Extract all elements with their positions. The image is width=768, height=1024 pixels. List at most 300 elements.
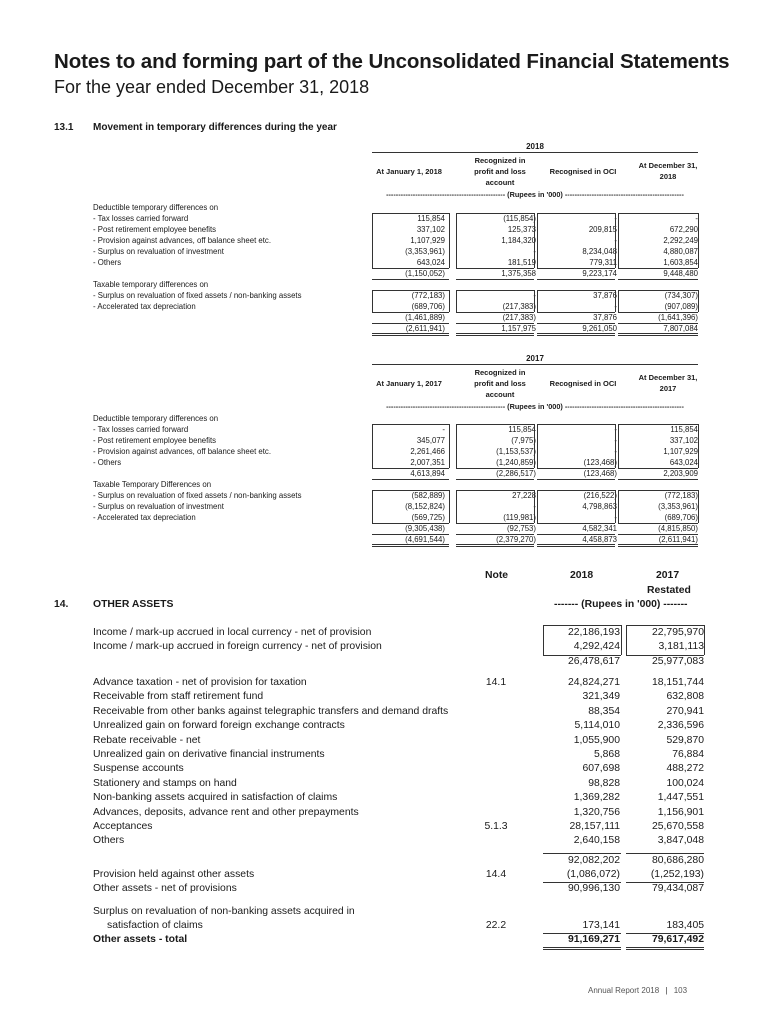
cell-value: 125,373 (507, 225, 536, 234)
value-2017: 183,405 (666, 920, 704, 931)
section-14-number: 14. (54, 599, 69, 610)
rule (372, 335, 449, 336)
rupees-label: ------- (Rupees in '000) ------- (554, 599, 688, 610)
row-label: Income / mark-up accrued in local currency - net of provision (93, 627, 372, 638)
cell-value: (734,307) (664, 291, 698, 300)
column-header: account (485, 389, 515, 399)
cell-value: 345,077 (416, 436, 445, 445)
rule (372, 213, 373, 268)
rule (615, 213, 616, 268)
rule (618, 333, 698, 334)
value-2018: 24,824,271 (567, 677, 620, 688)
rule (698, 424, 699, 468)
cell-value: 27,228 (512, 491, 536, 500)
group-label (0, 202, 768, 213)
table-row (0, 748, 768, 762)
cell-value: (569,725) (411, 513, 445, 522)
cell-value: - (614, 236, 617, 245)
cell-value: (2,611,941) (658, 535, 698, 544)
rule (372, 468, 449, 469)
row-label: Receivable from other banks against telegraphic transfers and demand drafts (93, 705, 449, 717)
rule (456, 279, 534, 280)
value-2018: 90,996,130 (567, 883, 620, 894)
column-header: At December 31, (638, 161, 698, 170)
value-2018: 321,349 (582, 691, 620, 703)
rule (456, 213, 534, 214)
row-label: - Surplus on revaluation of investment (93, 247, 224, 256)
rule (618, 312, 698, 313)
row-label: Unrealized gain on derivative financial instruments (93, 749, 325, 760)
row-label: - Tax losses carried forward (93, 214, 189, 223)
value-2018: 98,828 (588, 777, 620, 789)
cell-value: (2,379,270) (496, 535, 536, 544)
rule (534, 213, 535, 268)
rule (618, 335, 698, 336)
rule (456, 213, 457, 268)
rule (618, 290, 698, 291)
rule (372, 290, 373, 312)
note-column-header: Note (485, 570, 509, 581)
table-row (0, 235, 768, 246)
rule (456, 479, 534, 480)
rule (537, 290, 538, 312)
cell-value: (1,150,052) (405, 269, 445, 278)
value-2017: 25,977,083 (651, 656, 704, 667)
rule (372, 424, 449, 425)
cell-value: 4,458,873 (582, 535, 617, 544)
rule (372, 323, 449, 324)
note-ref: 22.2 (485, 920, 507, 931)
cell-value: (907,089) (664, 302, 698, 311)
rule (626, 949, 704, 950)
cell-value: (8,152,824) (405, 502, 445, 511)
cell-value: - (614, 436, 617, 445)
report-name: Annual Report 2018 (588, 986, 660, 995)
rule (537, 544, 615, 545)
value-2017: 1,447,551 (657, 792, 704, 804)
rule (626, 655, 704, 656)
cell-value: (4,691,544) (405, 535, 445, 544)
cell-value: 4,880,087 (663, 247, 698, 256)
rule (618, 290, 619, 312)
table-year: 2017 (526, 354, 544, 363)
rule (618, 323, 698, 324)
col-2018-header: 2018 (570, 570, 594, 581)
rule (537, 290, 615, 291)
cell-value: (1,240,859) (496, 458, 536, 467)
row-label: - Accelerated tax depreciation (93, 302, 196, 311)
column-header: Recognized in (474, 155, 526, 165)
cell-value: 115,854 (670, 425, 698, 434)
subtotal-row (0, 468, 768, 479)
rule (618, 479, 698, 480)
rule (372, 490, 449, 491)
cell-value: 1,107,929 (410, 236, 445, 245)
deductible-label: Deductible temporary differences on (93, 414, 219, 423)
row-label: Stationery and stamps on hand (93, 777, 237, 789)
column-header: At January 1, 2017 (376, 378, 442, 388)
column-header: account (485, 177, 515, 187)
column-header: profit and loss (474, 378, 526, 388)
table-row (0, 213, 768, 224)
cell-value: - (442, 425, 445, 434)
row-label: Receivable from staff retirement fund (93, 691, 264, 703)
value-2017: 79,617,492 (651, 934, 704, 945)
row-label: satisfaction of claims (107, 920, 203, 931)
value-2018: 1,320,756 (573, 806, 620, 818)
rule (449, 424, 450, 468)
rule (372, 268, 449, 269)
rupees-label: ------------------------------------------------- (Rupees in '000) ------------------------------------------------- (386, 402, 684, 411)
value-2017: 488,272 (666, 763, 704, 775)
rule (543, 625, 621, 626)
rule (534, 490, 535, 523)
table-row (0, 919, 768, 933)
value-2018: 2,640,158 (573, 835, 620, 847)
cell-value: - (614, 425, 617, 434)
row-label: - Surplus on revaluation of investment (93, 502, 224, 511)
subtotal-row (0, 854, 768, 868)
cell-value: (217,383) (502, 313, 536, 322)
row-label: Advances, deposits, advance rent and other prepayments (93, 806, 359, 818)
table-row (0, 777, 768, 791)
column-header: Recognised in OCI (549, 166, 617, 176)
rule (456, 534, 534, 535)
table-row (0, 626, 768, 640)
section-14-heading: OTHER ASSETS (93, 599, 174, 610)
value-2018: 26,478,617 (567, 656, 620, 667)
rule (537, 424, 615, 425)
rule (372, 424, 373, 468)
rule (537, 333, 615, 334)
cell-value: - (614, 302, 617, 311)
cell-value: (1,153,537) (496, 447, 536, 456)
value-2018: 22,186,193 (567, 627, 620, 638)
cell-value: 2,292,249 (663, 236, 698, 245)
rule (456, 312, 534, 313)
cell-value: 337,102 (416, 225, 445, 234)
row-label: - Provision against advances, off balance sheet etc. (93, 447, 271, 456)
value-2018: 88,354 (588, 705, 620, 717)
cell-value: 9,223,174 (582, 269, 617, 278)
value-2017: 22,795,970 (651, 627, 704, 638)
cell-value: (3,353,961) (658, 502, 698, 511)
column-header: profit and loss (474, 166, 526, 176)
value-2017: 1,156,901 (657, 806, 704, 818)
row-label: Other assets - total (93, 934, 188, 945)
rule (537, 490, 615, 491)
table-row (0, 290, 768, 301)
rule (372, 213, 449, 214)
rule (537, 479, 615, 480)
rule (626, 625, 704, 626)
value-2018: 91,169,271 (567, 934, 620, 945)
col-2017-header: 2017 (656, 570, 680, 581)
rule (618, 424, 619, 468)
group-label (0, 479, 768, 490)
cell-value: 37,876 (593, 313, 617, 322)
cell-value: - (533, 247, 536, 256)
cell-value: (1,461,889) (405, 313, 445, 322)
cell-value: 1,603,854 (663, 258, 698, 267)
section-number: 13.1 (54, 122, 74, 133)
rule (372, 290, 449, 291)
rule (618, 546, 698, 547)
rule (456, 335, 534, 336)
value-2017: 25,670,558 (651, 821, 704, 832)
row-label: Advance taxation - net of provision for taxation (93, 677, 307, 688)
rule (626, 625, 627, 655)
rule (449, 213, 450, 268)
rule (537, 335, 615, 336)
group-label (0, 413, 768, 424)
row-label: Suspense accounts (93, 763, 184, 775)
value-2018: 5,114,010 (574, 720, 620, 732)
cell-value: 1,375,358 (501, 269, 536, 278)
rule (372, 279, 449, 280)
rule (449, 490, 450, 523)
rule (618, 268, 698, 269)
rule (615, 424, 616, 468)
rule (537, 213, 615, 214)
table-row (0, 640, 768, 654)
value-2018: 1,369,282 (573, 792, 620, 804)
total-row (0, 933, 768, 947)
cell-value: 209,815 (588, 225, 617, 234)
value-2018: 173,141 (582, 920, 620, 931)
rule (618, 424, 698, 425)
cell-value: 643,024 (669, 458, 698, 467)
column-header: Recognized in (474, 367, 526, 377)
row-label: Others (93, 835, 125, 847)
rule (372, 546, 449, 547)
rule (615, 290, 616, 312)
table-row (0, 490, 768, 501)
value-2017: (1,252,193) (650, 869, 704, 880)
table-row (0, 224, 768, 235)
cell-value: 115,854 (417, 214, 445, 223)
rule (372, 490, 373, 523)
column-header: At January 1, 2018 (376, 166, 442, 176)
cell-value: (2,611,941) (405, 324, 445, 333)
cell-value: 672,290 (669, 225, 698, 234)
cell-value: (123,468) (583, 469, 617, 478)
cell-value: 337,102 (669, 436, 698, 445)
rule (534, 424, 535, 468)
table-row (0, 446, 768, 457)
table-row (0, 301, 768, 312)
rule (372, 544, 449, 545)
row-label: Income / mark-up accrued in foreign currency - net of provision (93, 641, 382, 652)
cell-value: (689,706) (411, 302, 445, 311)
row-label: - Tax losses carried forward (93, 425, 189, 434)
cell-value: 2,203,909 (663, 469, 698, 478)
cell-value: (772,183) (411, 291, 445, 300)
cell-value: - (614, 513, 617, 522)
column-header: 2018 (659, 172, 677, 181)
cell-value: 8,234,048 (582, 247, 617, 256)
rule (456, 333, 534, 334)
value-2017: 2,336,596 (657, 720, 704, 732)
rule (537, 424, 538, 468)
value-2017: 18,151,744 (651, 677, 704, 688)
row-label: Unrealized gain on forward foreign exchange contracts (93, 720, 345, 732)
rule (456, 424, 457, 468)
row-label: - Surplus on revaluation of fixed assets / non-banking assets (93, 491, 302, 500)
table-row (0, 719, 768, 733)
rule (372, 534, 449, 535)
cell-value: (7,975) (511, 436, 536, 445)
rule (698, 213, 699, 268)
table-row (0, 501, 768, 512)
year-rule (372, 364, 698, 365)
cell-value: 1,184,320 (501, 236, 536, 245)
rule (456, 290, 534, 291)
table-row (0, 246, 768, 257)
cell-value: (9,305,438) (405, 524, 445, 533)
rule (543, 655, 621, 656)
rule (456, 490, 534, 491)
row-label: Acceptances (93, 821, 153, 832)
cell-value: 9,261,050 (582, 324, 617, 333)
row-label: Non-banking assets acquired in satisfaction of claims (93, 792, 338, 804)
subtotal-row (0, 268, 768, 279)
note-ref: 14.4 (485, 869, 507, 880)
rule (372, 333, 449, 334)
value-2017: 80,686,280 (651, 855, 704, 866)
table-row (0, 868, 768, 882)
rule (543, 947, 621, 948)
row-label: - Surplus on revaluation of fixed assets / non-banking assets (93, 291, 302, 300)
cell-value: (2,286,517) (496, 469, 536, 478)
group-label (0, 279, 768, 290)
row-label: - Others (93, 458, 122, 467)
col-2017-restated: Restated (647, 585, 691, 596)
cell-value: 643,024 (416, 258, 445, 267)
rule (449, 290, 450, 312)
note-ref: 5.1.3 (484, 821, 508, 832)
value-2017: 529,870 (666, 734, 704, 746)
cell-value: (582,889) (411, 491, 445, 500)
table-row (0, 734, 768, 748)
year-rule (372, 152, 698, 153)
value-2018: 4,292,424 (573, 641, 620, 652)
row-label: Other assets - net of provisions (93, 883, 237, 894)
page-footer: Annual Report 2018 | 103 (588, 986, 688, 995)
rule (456, 268, 534, 269)
cell-value: - (614, 447, 617, 456)
cell-value: - (614, 214, 617, 223)
column-header: 2017 (659, 384, 677, 393)
taxable-label: Taxable temporary differences on (93, 280, 209, 289)
table-row (0, 457, 768, 468)
rule (537, 490, 538, 523)
taxable-label: Taxable Temporary Differences on (93, 480, 212, 489)
cell-value: 2,261,466 (410, 447, 445, 456)
subtotal-row (0, 312, 768, 323)
cell-value: (1,641,396) (658, 313, 698, 322)
rule (537, 546, 615, 547)
cell-value: 115,854 (508, 425, 536, 434)
cell-value: (119,981) (503, 513, 536, 522)
cell-value: 4,582,341 (582, 524, 617, 533)
rule (456, 523, 534, 524)
rule (372, 523, 449, 524)
rule (543, 949, 621, 950)
value-2018: 607,698 (582, 763, 620, 775)
cell-value: 4,798,863 (582, 502, 617, 511)
table-row (0, 690, 768, 704)
rule (618, 534, 698, 535)
value-2018: 5,868 (593, 749, 620, 760)
cell-value: 7,807,084 (663, 324, 698, 333)
value-2018: 92,082,202 (567, 855, 620, 866)
rule (621, 625, 622, 655)
page-subtitle: For the year ended December 31, 2018 (54, 77, 370, 97)
rule (698, 490, 699, 523)
row-label: Rebate receivable - net (93, 734, 201, 746)
cell-value: (772,183) (664, 491, 698, 500)
row-label: - Post retirement employee benefits (93, 436, 217, 445)
rule (456, 468, 534, 469)
table-row (0, 834, 768, 848)
cell-value: (217,383) (502, 302, 536, 311)
cell-value: - (533, 502, 536, 511)
cell-value: (115,854) (503, 214, 536, 223)
value-2017: 100,024 (666, 777, 704, 789)
rule (618, 213, 698, 214)
table-row (0, 435, 768, 446)
table-row (0, 705, 768, 719)
value-2017: 270,941 (666, 705, 704, 717)
cell-value: 779,311 (589, 258, 617, 267)
page-number: 103 (673, 986, 688, 995)
rule (543, 625, 544, 655)
note-ref: 14.1 (485, 677, 507, 688)
rule (537, 534, 615, 535)
column-header: At December 31, (638, 373, 698, 382)
value-2018: (1,086,072) (566, 869, 620, 880)
table-row (0, 512, 768, 523)
table-row (0, 762, 768, 776)
rule (618, 468, 698, 469)
rule (537, 268, 615, 269)
value-2017: 632,808 (666, 691, 704, 703)
row-label: - Provision against advances, off balance sheet etc. (93, 236, 271, 245)
cell-value: (123,468) (583, 458, 617, 467)
column-header: Recognised in OCI (549, 378, 617, 388)
row-label: - Others (93, 258, 122, 267)
table-row (0, 905, 768, 919)
value-2017: 3,847,048 (657, 835, 704, 847)
cell-value: 1,107,929 (663, 447, 698, 456)
cell-value: 1,157,975 (501, 324, 536, 333)
cell-value: - (695, 214, 698, 223)
row-label: - Accelerated tax depreciation (93, 513, 196, 522)
rule (618, 523, 698, 524)
value-2017: 76,884 (672, 749, 704, 760)
rule (456, 290, 457, 312)
value-2018: 28,157,111 (569, 821, 620, 832)
row-label: Surplus on revaluation of non-banking assets acquired in (93, 906, 355, 917)
table-row (0, 257, 768, 268)
rule (618, 213, 619, 268)
rule (537, 323, 615, 324)
rule (372, 312, 449, 313)
table-row (0, 806, 768, 820)
rule (456, 546, 534, 547)
cell-value: 37,876 (593, 291, 617, 300)
